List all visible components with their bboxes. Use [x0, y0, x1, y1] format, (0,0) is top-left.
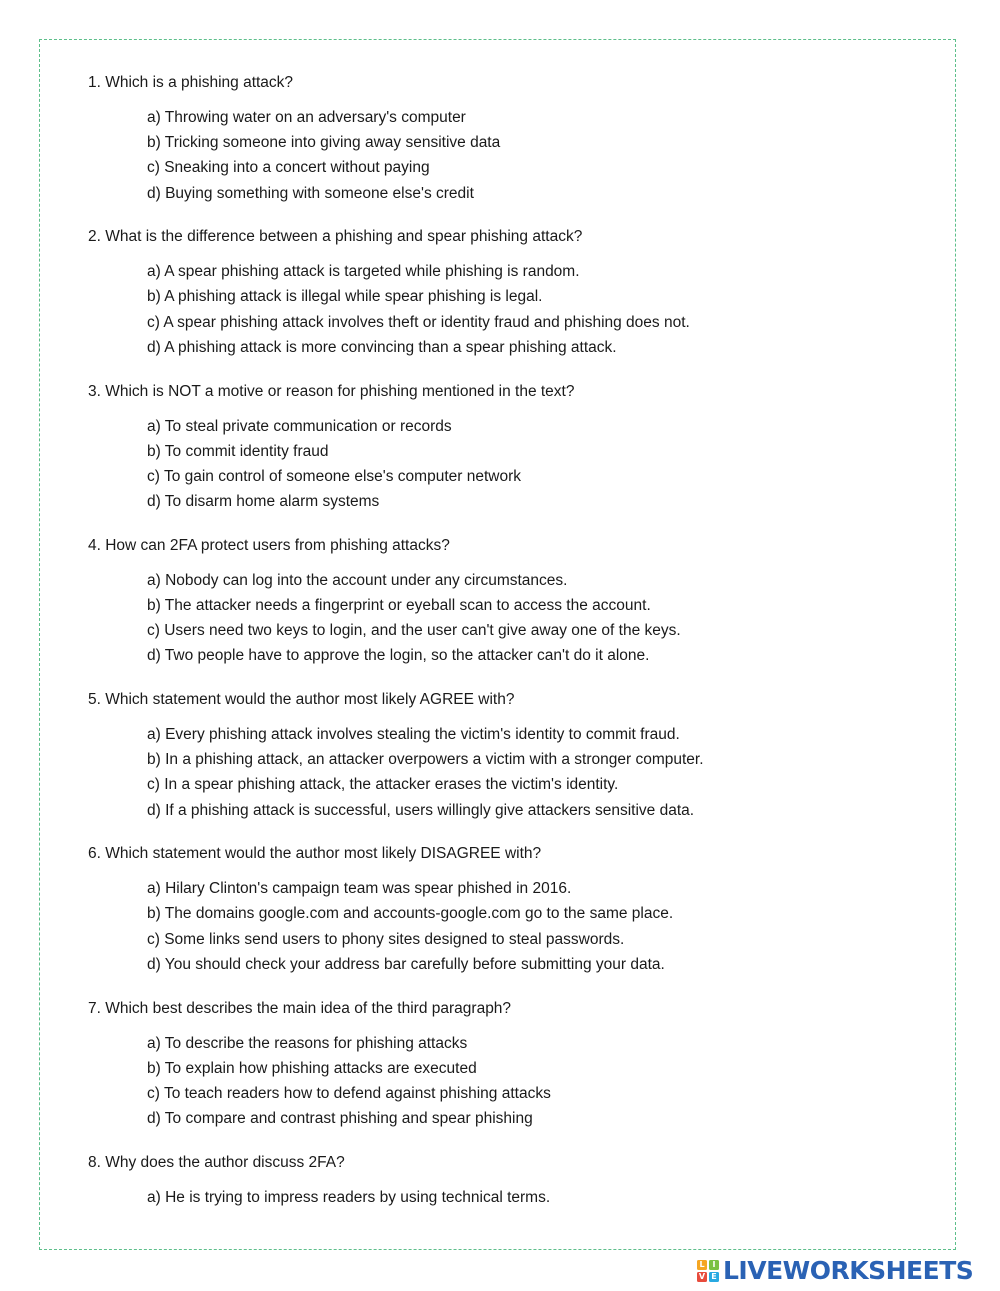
answer-options — [88, 1031, 938, 1132]
answer-option[interactable]: b) Tricking someone into giving away sensitive data — [147, 134, 501, 152]
logo-cell-i: I — [709, 1260, 719, 1270]
answer-option[interactable]: a) Nobody can log into the account under any circumstances. — [147, 571, 568, 589]
answer-option[interactable]: b) To commit identity fraud — [147, 442, 329, 460]
question-text: 1. Which is a phishing attack? — [88, 74, 294, 91]
answer-option[interactable]: c) To gain control of someone else's computer network — [147, 467, 521, 485]
answer-option[interactable]: b) To explain how phishing attacks are executed — [147, 1059, 477, 1077]
answer-option[interactable]: b) The attacker needs a fingerprint or eyeball scan to access the account. — [147, 596, 651, 614]
answer-option[interactable]: a) Every phishing attack involves stealing the victim's identity to commit fraud. — [147, 726, 680, 743]
answer-option[interactable]: c) Users need two keys to login, and the user can't give away one of the keys. — [147, 622, 681, 640]
answer-options — [88, 414, 938, 515]
liveworksheets-logo-icon — [697, 1260, 719, 1282]
question-8 — [88, 1152, 938, 1210]
answer-option[interactable]: d) Buying something with someone else's credit — [147, 184, 474, 202]
question-text: 2. What is the difference between a phishing and spear phishing attack? — [88, 228, 583, 246]
question-text: 8. Why does the author discuss 2FA? — [88, 1153, 345, 1171]
question-5 — [88, 689, 938, 823]
answer-options — [88, 568, 938, 669]
answer-option[interactable]: b) In a phishing attack, an attacker overpowers a victim with a stronger computer. — [147, 751, 704, 769]
liveworksheets-brand[interactable] — [697, 1257, 973, 1285]
answer-option[interactable]: a) A spear phishing attack is targeted while phishing is random. — [147, 263, 580, 281]
answer-option[interactable]: a) Throwing water on an adversary's computer — [147, 109, 466, 126]
answer-option[interactable]: c) Sneaking into a concert without paying — [147, 159, 430, 177]
answer-option[interactable]: d) To disarm home alarm systems — [147, 493, 380, 511]
answer-option[interactable]: c) A spear phishing attack involves theft or identity fraud and phishing does not. — [147, 313, 690, 331]
brand-name: LIVEWORKSHEETS — [723, 1256, 974, 1285]
answer-option[interactable]: a) He is trying to impress readers by using technical terms. — [147, 1188, 551, 1206]
logo-cell-l: L — [697, 1260, 707, 1270]
question-text: 4. How can 2FA protect users from phishing attacks? — [88, 536, 450, 554]
answer-options — [88, 722, 938, 823]
answer-option[interactable]: a) Hilary Clinton's campaign team was spear phished in 2016. — [147, 880, 572, 898]
answer-options — [88, 1185, 938, 1210]
question-3 — [88, 381, 938, 515]
answer-option[interactable]: b) The domains google.com and accounts-google.com go to the same place. — [147, 905, 674, 923]
answer-option[interactable]: c) To teach readers how to defend against phishing attacks — [147, 1084, 551, 1102]
answer-option[interactable]: d) A phishing attack is more convincing than a spear phishing attack. — [147, 338, 617, 356]
answer-options — [88, 105, 938, 206]
answer-option[interactable]: d) If a phishing attack is successful, users willingly give attackers sensitive data. — [147, 801, 695, 819]
question-text: 5. Which statement would the author most likely AGREE with? — [88, 691, 515, 708]
answer-option[interactable]: a) To steal private communication or records — [147, 417, 452, 435]
answer-option[interactable]: d) To compare and contrast phishing and spear phishing — [147, 1110, 533, 1128]
question-1 — [88, 72, 938, 206]
answer-option[interactable]: d) Two people have to approve the login, so the attacker can't do it alone. — [147, 647, 650, 665]
question-4 — [88, 535, 938, 669]
logo-cell-e: E — [709, 1272, 719, 1282]
question-text: 3. Which is NOT a motive or reason for phishing mentioned in the text? — [88, 382, 575, 400]
question-list — [88, 72, 938, 1230]
answer-option[interactable]: d) You should check your address bar carefully before submitting your data. — [147, 955, 665, 973]
question-6 — [88, 843, 938, 977]
answer-option[interactable]: a) To describe the reasons for phishing attacks — [147, 1034, 468, 1052]
question-text: 6. Which statement would the author most likely DISAGREE with? — [88, 845, 542, 863]
question-text: 7. Which best describes the main idea of the third paragraph? — [88, 999, 512, 1017]
logo-cell-v: V — [698, 1272, 706, 1281]
answer-option[interactable]: c) Some links send users to phony sites designed to steal passwords. — [147, 930, 625, 948]
answer-option[interactable]: b) A phishing attack is illegal while spear phishing is legal. — [147, 288, 543, 306]
answer-options — [88, 876, 938, 977]
answer-options — [88, 259, 938, 360]
question-7 — [88, 998, 938, 1132]
answer-option[interactable]: c) In a spear phishing attack, the attacker erases the victim's identity. — [147, 776, 619, 794]
question-2 — [88, 226, 938, 360]
